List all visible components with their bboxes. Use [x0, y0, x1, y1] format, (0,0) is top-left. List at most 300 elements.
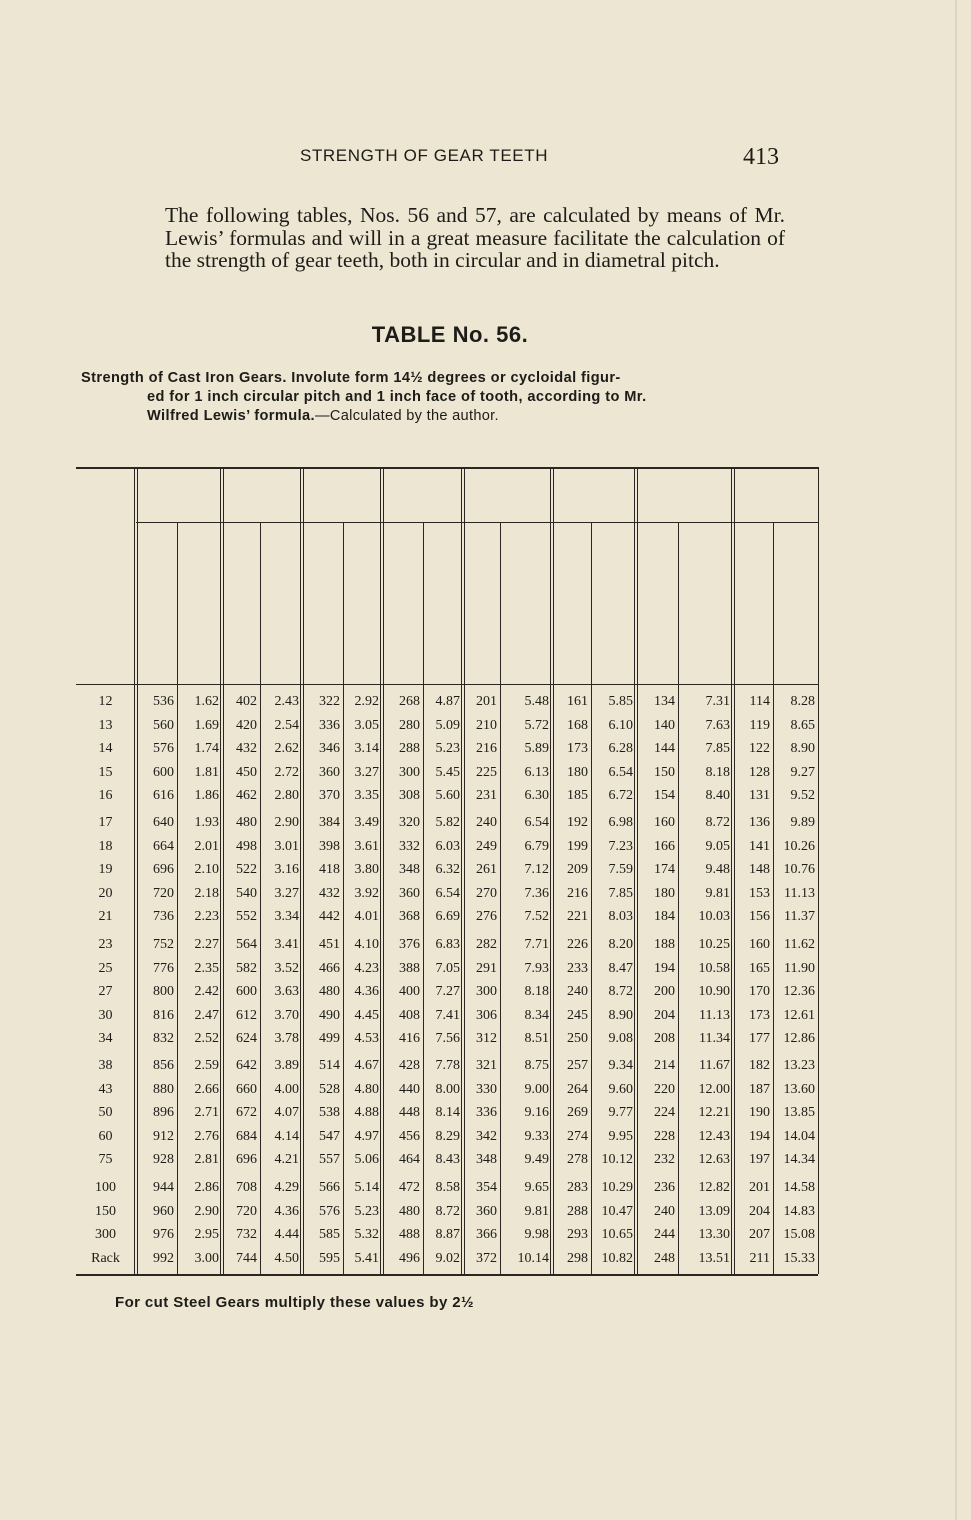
- horse-power-cell: 6.30: [524, 788, 549, 803]
- pounds-cell: 736: [153, 909, 174, 924]
- group-divider: [220, 467, 221, 1274]
- pounds-cell: 624: [236, 1031, 257, 1046]
- pounds-cell: 552: [236, 909, 257, 924]
- pounds-cell: 288: [567, 1203, 588, 1219]
- pounds-cell: 320: [399, 815, 420, 830]
- pounds-cell: 720: [153, 885, 174, 901]
- pounds-cell: 188: [654, 937, 675, 952]
- horse-power-cell: 3.01: [274, 838, 299, 854]
- horse-power-cell: 3.34: [274, 909, 299, 924]
- pounds-cell: 283: [567, 1180, 588, 1195]
- pounds-cell: 232: [654, 1152, 675, 1167]
- pounds-cell: 248: [654, 1250, 675, 1266]
- pounds-cell: 498: [236, 838, 257, 854]
- pounds-cell: 201: [476, 694, 497, 709]
- horse-power-cell: 3.49: [354, 815, 379, 830]
- horse-power-cell: 8.72: [705, 815, 730, 830]
- group-divider: [734, 467, 735, 1274]
- pounds-cell: 720: [236, 1203, 257, 1219]
- pounds-cell: 276: [476, 909, 497, 924]
- teeth-count-cell: 38: [98, 1058, 113, 1073]
- pounds-cell: 582: [236, 960, 257, 976]
- pounds-cell: 450: [236, 764, 257, 780]
- pounds-cell: 240: [476, 815, 497, 830]
- pounds-cell: 128: [749, 764, 770, 780]
- horse-power-cell: 2.54: [274, 717, 299, 733]
- horse-power-cell: 1.86: [194, 788, 219, 803]
- horse-power-cell: 8.87: [435, 1227, 460, 1242]
- pounds-cell: 173: [567, 741, 588, 756]
- group-divider: [550, 467, 551, 1274]
- horse-power-cell: 2.92: [354, 694, 379, 709]
- pounds-cell: 291: [476, 960, 497, 976]
- horse-power-cell: 6.98: [608, 815, 633, 830]
- horse-power-cell: 5.85: [608, 694, 633, 709]
- pounds-cell: 300: [399, 764, 420, 780]
- horse-power-cell: 12.61: [783, 1007, 815, 1023]
- pounds-cell: 642: [236, 1058, 257, 1073]
- pounds-cell: 148: [749, 862, 770, 877]
- caption-line-2: ed for 1 inch circular pitch and 1 inch face of tooth, according to Mr.: [147, 389, 647, 405]
- horse-power-cell: 1.62: [194, 694, 219, 709]
- horse-power-cell: 3.92: [354, 885, 379, 901]
- pounds-cell: 466: [319, 960, 340, 976]
- pounds-cell: 600: [153, 764, 174, 780]
- pounds-cell: 672: [236, 1105, 257, 1120]
- pounds-cell: 696: [236, 1152, 257, 1167]
- horse-power-cell: 3.70: [274, 1007, 299, 1023]
- horse-power-cell: 9.05: [705, 838, 730, 854]
- pounds-cell: 354: [476, 1180, 497, 1195]
- horse-power-cell: 2.18: [194, 885, 219, 901]
- horse-power-cell: 12.36: [783, 984, 815, 999]
- group-divider: [731, 467, 732, 1274]
- pounds-cell: 180: [654, 885, 675, 901]
- pounds-cell: 776: [153, 960, 174, 976]
- teeth-count-cell: 27: [98, 984, 113, 999]
- pounds-cell: 268: [399, 694, 420, 709]
- pounds-cell: 249: [476, 838, 497, 854]
- pounds-cell: 165: [749, 960, 770, 976]
- pounds-cell: 576: [153, 741, 174, 756]
- horse-power-cell: 2.23: [194, 909, 219, 924]
- pounds-cell: 416: [399, 1031, 420, 1046]
- teeth-count-cell: 19: [98, 862, 113, 877]
- horse-power-cell: 9.49: [524, 1152, 549, 1167]
- column-divider: [678, 522, 679, 1274]
- horse-power-cell: 9.65: [524, 1180, 549, 1195]
- horse-power-cell: 14.58: [783, 1180, 815, 1195]
- pounds-cell: 177: [749, 1031, 770, 1046]
- horse-power-cell: 9.08: [608, 1031, 633, 1046]
- horse-power-cell: 6.69: [435, 909, 460, 924]
- pounds-cell: 185: [567, 788, 588, 803]
- pounds-cell: 131: [749, 788, 770, 803]
- pounds-cell: 372: [476, 1250, 497, 1266]
- pounds-cell: 156: [749, 909, 770, 924]
- horse-power-cell: 6.03: [435, 838, 460, 854]
- horse-power-cell: 11.90: [784, 960, 815, 976]
- horse-power-cell: 7.85: [705, 741, 730, 756]
- horse-power-cell: 5.60: [435, 788, 460, 803]
- pounds-cell: 696: [153, 862, 174, 877]
- pounds-cell: 288: [399, 741, 420, 756]
- pounds-cell: 480: [236, 815, 257, 830]
- horse-power-cell: 8.40: [705, 788, 730, 803]
- horse-power-cell: 6.13: [524, 764, 549, 780]
- horse-power-cell: 8.90: [608, 1007, 633, 1023]
- horse-power-cell: 9.81: [705, 885, 730, 901]
- pounds-cell: 170: [749, 984, 770, 999]
- caption-credit: —Calculated by the author.: [315, 408, 499, 424]
- horse-power-cell: 2.47: [194, 1007, 219, 1023]
- horse-power-cell: 4.67: [354, 1058, 379, 1073]
- horse-power-cell: 3.35: [354, 788, 379, 803]
- horse-power-cell: 3.27: [274, 885, 299, 901]
- pounds-cell: 187: [749, 1081, 770, 1097]
- horse-power-cell: 6.10: [608, 717, 633, 733]
- horse-power-cell: 3.00: [194, 1250, 219, 1266]
- pounds-cell: 208: [654, 1031, 675, 1046]
- horse-power-cell: 9.60: [608, 1081, 633, 1097]
- horse-power-cell: 7.27: [435, 984, 460, 999]
- horse-power-cell: 3.63: [274, 984, 299, 999]
- teeth-count-cell: 50: [98, 1105, 113, 1120]
- teeth-count-cell: 17: [98, 815, 113, 830]
- horse-power-cell: 5.09: [435, 717, 460, 733]
- group-divider: [137, 467, 138, 1274]
- pounds-cell: 408: [399, 1007, 420, 1023]
- pounds-cell: 370: [319, 788, 340, 803]
- pounds-cell: 270: [476, 885, 497, 901]
- pounds-cell: 201: [749, 1180, 770, 1195]
- pounds-cell: 216: [567, 885, 588, 901]
- pounds-cell: 912: [153, 1128, 174, 1144]
- pounds-cell: 221: [567, 909, 588, 924]
- horse-power-cell: 12.82: [698, 1180, 730, 1195]
- horse-power-cell: 7.36: [524, 885, 549, 901]
- pounds-cell: 360: [476, 1203, 497, 1219]
- horse-power-cell: 5.14: [354, 1180, 379, 1195]
- horse-power-cell: 4.21: [274, 1152, 299, 1167]
- horse-power-cell: 6.79: [524, 838, 549, 854]
- pounds-cell: 816: [153, 1007, 174, 1023]
- horse-power-cell: 1.74: [194, 741, 219, 756]
- teeth-count-cell: 20: [98, 885, 113, 901]
- pounds-cell: 560: [153, 717, 174, 733]
- pounds-cell: 136: [749, 815, 770, 830]
- horse-power-cell: 8.18: [524, 984, 549, 999]
- horse-power-cell: 13.60: [783, 1081, 815, 1097]
- pounds-cell: 514: [319, 1058, 340, 1073]
- pounds-cell: 233: [567, 960, 588, 976]
- pounds-cell: 538: [319, 1105, 340, 1120]
- pounds-cell: 240: [654, 1203, 675, 1219]
- horse-power-cell: 13.23: [783, 1058, 815, 1073]
- horse-power-cell: 7.71: [524, 937, 549, 952]
- group-divider: [134, 467, 135, 1274]
- horse-power-cell: 3.61: [354, 838, 379, 854]
- pounds-cell: 322: [319, 694, 340, 709]
- horse-power-cell: 5.82: [435, 815, 460, 830]
- pounds-cell: 576: [319, 1203, 340, 1219]
- pounds-cell: 376: [399, 937, 420, 952]
- pounds-cell: 194: [749, 1128, 770, 1144]
- column-divider: [591, 522, 592, 1274]
- horse-power-cell: 8.18: [705, 764, 730, 780]
- group-divider: [380, 467, 381, 1274]
- pounds-cell: 182: [749, 1058, 770, 1073]
- pounds-cell: 214: [654, 1058, 675, 1073]
- pounds-cell: 540: [236, 885, 257, 901]
- pounds-cell: 228: [654, 1128, 675, 1144]
- footnote: For cut Steel Gears multiply these values by 2½: [115, 1294, 474, 1311]
- horse-power-cell: 8.34: [524, 1007, 549, 1023]
- horse-power-cell: 7.23: [608, 838, 633, 854]
- teeth-count-cell: 100: [95, 1180, 116, 1195]
- pounds-cell: 564: [236, 937, 257, 952]
- horse-power-cell: 2.72: [274, 764, 299, 780]
- horse-power-cell: 12.43: [698, 1128, 730, 1144]
- pounds-cell: 896: [153, 1105, 174, 1120]
- pounds-cell: 245: [567, 1007, 588, 1023]
- pounds-cell: 210: [476, 717, 497, 733]
- pounds-cell: 490: [319, 1007, 340, 1023]
- horse-power-cell: 5.06: [354, 1152, 379, 1167]
- horse-power-cell: 8.14: [435, 1105, 460, 1120]
- pounds-cell: 211: [749, 1250, 770, 1266]
- horse-power-cell: 2.71: [194, 1105, 219, 1120]
- pounds-cell: 346: [319, 741, 340, 756]
- horse-power-cell: 8.51: [524, 1031, 549, 1046]
- horse-power-cell: 6.32: [435, 862, 460, 877]
- pounds-cell: 464: [399, 1152, 420, 1167]
- horse-power-cell: 11.67: [699, 1058, 730, 1073]
- horse-power-cell: 13.85: [783, 1105, 815, 1120]
- horse-power-cell: 6.54: [435, 885, 460, 901]
- pounds-cell: 595: [319, 1250, 340, 1266]
- horse-power-cell: 10.76: [783, 862, 815, 877]
- pounds-cell: 153: [749, 885, 770, 901]
- horse-power-cell: 8.00: [435, 1081, 460, 1097]
- pounds-cell: 928: [153, 1152, 174, 1167]
- horse-power-cell: 4.29: [274, 1180, 299, 1195]
- horse-power-cell: 4.44: [274, 1227, 299, 1242]
- pounds-cell: 194: [654, 960, 675, 976]
- pounds-cell: 257: [567, 1058, 588, 1073]
- horse-power-cell: 4.23: [354, 960, 379, 976]
- horse-power-cell: 2.90: [274, 815, 299, 830]
- horse-power-cell: 2.76: [194, 1128, 219, 1144]
- teeth-count-cell: 25: [98, 960, 113, 976]
- pounds-cell: 190: [749, 1105, 770, 1120]
- horse-power-cell: 4.36: [274, 1203, 299, 1219]
- pounds-cell: 488: [399, 1227, 420, 1242]
- pounds-cell: 141: [749, 838, 770, 854]
- horse-power-cell: 2.01: [194, 838, 219, 854]
- pounds-cell: 480: [319, 984, 340, 999]
- horse-power-cell: 2.27: [194, 937, 219, 952]
- pounds-cell: 154: [654, 788, 675, 803]
- horse-power-cell: 14.83: [783, 1203, 815, 1219]
- horse-power-cell: 10.47: [601, 1203, 633, 1219]
- running-title: STRENGTH OF GEAR TEETH: [300, 146, 549, 165]
- pounds-cell: 207: [749, 1227, 770, 1242]
- pounds-cell: 264: [567, 1081, 588, 1097]
- pounds-cell: 122: [749, 741, 770, 756]
- column-divider: [500, 522, 501, 1274]
- teeth-count-cell: Rack: [91, 1250, 120, 1266]
- horse-power-cell: 5.45: [435, 764, 460, 780]
- pounds-cell: 660: [236, 1081, 257, 1097]
- pounds-cell: 200: [654, 984, 675, 999]
- pounds-cell: 472: [399, 1180, 420, 1195]
- pounds-cell: 160: [749, 937, 770, 952]
- pounds-cell: 197: [749, 1152, 770, 1167]
- pounds-cell: 293: [567, 1227, 588, 1242]
- horse-power-cell: 9.98: [524, 1227, 549, 1242]
- teeth-count-cell: 34: [98, 1031, 113, 1046]
- table-top-rule: [76, 467, 818, 469]
- pounds-cell: 522: [236, 862, 257, 877]
- horse-power-cell: 3.78: [274, 1031, 299, 1046]
- horse-power-cell: 4.01: [354, 909, 379, 924]
- horse-power-cell: 3.41: [274, 937, 299, 952]
- horse-power-cell: 3.27: [354, 764, 379, 780]
- page-number: 413: [743, 144, 779, 170]
- pounds-cell: 321: [476, 1058, 497, 1073]
- horse-power-cell: 3.52: [274, 960, 299, 976]
- pounds-cell: 360: [399, 885, 420, 901]
- pounds-cell: 600: [236, 984, 257, 999]
- pounds-cell: 800: [153, 984, 174, 999]
- horse-power-cell: 3.14: [354, 741, 379, 756]
- pounds-cell: 499: [319, 1031, 340, 1046]
- horse-power-cell: 8.47: [608, 960, 633, 976]
- horse-power-cell: 9.16: [524, 1105, 549, 1120]
- column-divider: [773, 522, 774, 1274]
- horse-power-cell: 7.41: [435, 1007, 460, 1023]
- pounds-cell: 557: [319, 1152, 340, 1167]
- group-divider: [300, 467, 301, 1274]
- horse-power-cell: 8.28: [790, 694, 815, 709]
- horse-power-cell: 1.93: [194, 815, 219, 830]
- horse-power-cell: 7.78: [435, 1058, 460, 1073]
- pounds-cell: 298: [567, 1250, 588, 1266]
- pounds-cell: 119: [749, 717, 770, 733]
- subheader-rule: [76, 684, 818, 685]
- horse-power-cell: 8.90: [790, 741, 815, 756]
- horse-power-cell: 11.13: [784, 885, 815, 901]
- teeth-count-cell: 43: [98, 1081, 113, 1097]
- pounds-cell: 144: [654, 741, 675, 756]
- horse-power-cell: 8.20: [608, 937, 633, 952]
- horse-power-cell: 12.00: [698, 1081, 730, 1097]
- horse-power-cell: 2.90: [194, 1203, 219, 1219]
- pounds-cell: 180: [567, 764, 588, 780]
- pounds-cell: 398: [319, 838, 340, 854]
- pounds-cell: 166: [654, 838, 675, 854]
- horse-power-cell: 9.34: [608, 1058, 633, 1073]
- teeth-count-cell: 60: [98, 1128, 113, 1144]
- pounds-cell: 366: [476, 1227, 497, 1242]
- pounds-cell: 312: [476, 1031, 497, 1046]
- group-divider: [637, 467, 638, 1274]
- pounds-cell: 168: [567, 717, 588, 733]
- table-caption: [81, 369, 823, 426]
- group-divider: [223, 467, 224, 1274]
- pounds-cell: 440: [399, 1081, 420, 1097]
- horse-power-cell: 5.89: [524, 741, 549, 756]
- horse-power-cell: 2.66: [194, 1081, 219, 1097]
- horse-power-cell: 6.54: [608, 764, 633, 780]
- horse-power-cell: 13.30: [698, 1227, 730, 1242]
- pounds-cell: 566: [319, 1180, 340, 1195]
- pounds-cell: 664: [153, 838, 174, 854]
- pounds-cell: 752: [153, 937, 174, 952]
- horse-power-cell: 2.80: [274, 788, 299, 803]
- pounds-cell: 432: [319, 885, 340, 901]
- column-divider: [423, 522, 424, 1274]
- horse-power-cell: 5.32: [354, 1227, 379, 1242]
- horse-power-cell: 2.35: [194, 960, 219, 976]
- horse-power-cell: 7.31: [705, 694, 730, 709]
- horse-power-cell: 15.08: [783, 1227, 815, 1242]
- pounds-cell: 199: [567, 838, 588, 854]
- teeth-count-cell: 21: [98, 909, 113, 924]
- horse-power-cell: 10.65: [601, 1227, 633, 1242]
- pounds-cell: 976: [153, 1227, 174, 1242]
- horse-power-cell: 9.81: [524, 1203, 549, 1219]
- pounds-cell: 240: [567, 984, 588, 999]
- horse-power-cell: 3.89: [274, 1058, 299, 1073]
- horse-power-cell: 1.81: [194, 764, 219, 780]
- horse-power-cell: 8.72: [608, 984, 633, 999]
- horse-power-cell: 4.88: [354, 1105, 379, 1120]
- horse-power-cell: 8.03: [608, 909, 633, 924]
- horse-power-cell: 2.43: [274, 694, 299, 709]
- horse-power-cell: 15.33: [783, 1250, 815, 1266]
- horse-power-cell: 4.10: [354, 937, 379, 952]
- pounds-cell: 732: [236, 1227, 257, 1242]
- page-edge: [955, 0, 957, 1520]
- horse-power-cell: 10.12: [601, 1152, 633, 1167]
- pounds-cell: 244: [654, 1227, 675, 1242]
- pounds-cell: 261: [476, 862, 497, 877]
- horse-power-cell: 9.89: [790, 815, 815, 830]
- pounds-cell: 184: [654, 909, 675, 924]
- pounds-cell: 192: [567, 815, 588, 830]
- pounds-cell: 418: [319, 862, 340, 877]
- pounds-cell: 832: [153, 1031, 174, 1046]
- teeth-count-cell: 16: [98, 788, 113, 803]
- horse-power-cell: 12.63: [698, 1152, 730, 1167]
- pounds-cell: 442: [319, 909, 340, 924]
- horse-power-cell: 5.48: [524, 694, 549, 709]
- horse-power-cell: 9.00: [524, 1081, 549, 1097]
- horse-power-cell: 2.81: [194, 1152, 219, 1167]
- pounds-cell: 209: [567, 862, 588, 877]
- pounds-cell: 236: [654, 1180, 675, 1195]
- horse-power-cell: 9.52: [790, 788, 815, 803]
- horse-power-cell: 9.48: [705, 862, 730, 877]
- horse-power-cell: 9.02: [435, 1250, 460, 1266]
- horse-power-cell: 3.16: [274, 862, 299, 877]
- teeth-count-cell: 300: [95, 1227, 116, 1242]
- pounds-cell: 640: [153, 815, 174, 830]
- horse-power-cell: 7.52: [524, 909, 549, 924]
- horse-power-cell: 7.93: [524, 960, 549, 976]
